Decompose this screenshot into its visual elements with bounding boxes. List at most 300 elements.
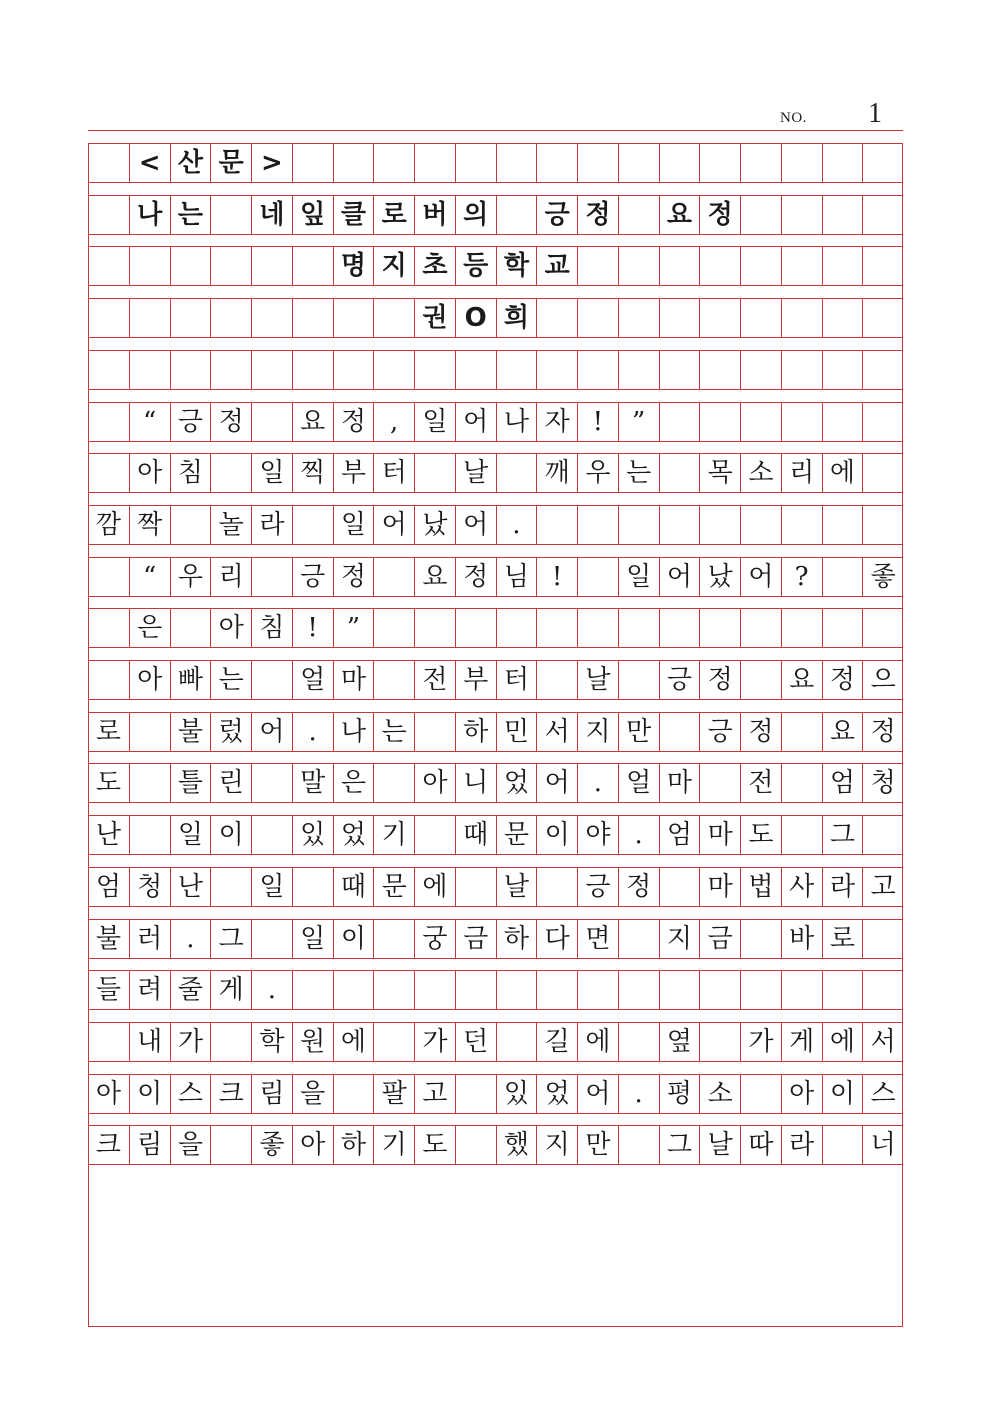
manuscript-row	[88, 970, 903, 1010]
manuscript-cell: 어	[373, 506, 414, 544]
manuscript-cell	[455, 1075, 496, 1113]
manuscript-cell	[822, 351, 863, 389]
manuscript-cell: 청	[862, 764, 903, 802]
manuscript-cell	[210, 299, 251, 337]
manuscript-cell	[740, 196, 781, 234]
manuscript-cell: 었	[496, 764, 537, 802]
manuscript-cell	[170, 506, 211, 544]
manuscript-cell: 어	[251, 713, 292, 751]
manuscript-cell: 원	[292, 1023, 333, 1061]
manuscript-cell: 아	[210, 609, 251, 647]
manuscript-cell	[292, 247, 333, 285]
manuscript-cell	[129, 764, 170, 802]
manuscript-cell: 아	[781, 1075, 822, 1113]
manuscript-cell: 림	[129, 1126, 170, 1164]
manuscript-cell: 터	[496, 661, 537, 699]
manuscript-cell: 정	[822, 661, 863, 699]
manuscript-cell	[618, 1126, 659, 1164]
manuscript-cell	[373, 351, 414, 389]
manuscript-cell	[618, 299, 659, 337]
manuscript-cell	[618, 1023, 659, 1061]
manuscript-cell: 리	[781, 454, 822, 492]
manuscript-cell: 이	[129, 1075, 170, 1113]
manuscript-cell: 는	[170, 196, 211, 234]
manuscript-cell: 민	[496, 713, 537, 751]
manuscript-row	[88, 919, 903, 959]
manuscript-cell: 지	[577, 713, 618, 751]
page-number: 1	[868, 98, 882, 129]
manuscript-row	[88, 453, 903, 493]
manuscript-row	[88, 867, 903, 907]
manuscript-cell	[659, 506, 700, 544]
manuscript-cell	[210, 247, 251, 285]
manuscript-cell: 마	[333, 661, 374, 699]
manuscript-cell: 서	[536, 713, 577, 751]
manuscript-cell: 교	[536, 247, 577, 285]
manuscript-cell: 일	[414, 403, 455, 441]
manuscript-cell	[740, 609, 781, 647]
manuscript-cell: 팔	[373, 1075, 414, 1113]
manuscript-cell	[333, 971, 374, 1009]
manuscript-cell: 줄	[170, 971, 211, 1009]
manuscript-cell	[333, 299, 374, 337]
manuscript-cell	[618, 247, 659, 285]
manuscript-cell	[88, 609, 129, 647]
manuscript-cell	[781, 247, 822, 285]
manuscript-cell: 어	[659, 558, 700, 596]
manuscript-cell: !	[577, 403, 618, 441]
manuscript-cell	[129, 713, 170, 751]
manuscript-cell	[455, 609, 496, 647]
manuscript-cell: 도	[95, 768, 121, 799]
manuscript-cell: 아	[292, 1126, 333, 1164]
manuscript-cell	[333, 144, 374, 182]
manuscript-cell	[455, 868, 496, 906]
manuscript-cell	[414, 351, 455, 389]
manuscript-cell	[822, 971, 863, 1009]
manuscript-cell: 지	[373, 247, 414, 285]
manuscript-cell	[862, 971, 903, 1009]
manuscript-cell	[170, 351, 211, 389]
manuscript-cell: “	[129, 558, 170, 596]
manuscript-cell	[210, 868, 251, 906]
manuscript-cell: ,	[373, 403, 414, 441]
manuscript-cell	[740, 299, 781, 337]
manuscript-cell	[822, 558, 863, 596]
manuscript-cell: 명	[333, 247, 374, 285]
manuscript-cell: .	[618, 1075, 659, 1113]
manuscript-cell: 때	[333, 868, 374, 906]
manuscript-cell	[618, 144, 659, 182]
manuscript-cell: 긍	[170, 403, 211, 441]
manuscript-cell: 이	[333, 920, 374, 958]
manuscript-cell	[292, 351, 333, 389]
manuscript-cell: 고	[862, 868, 903, 906]
manuscript-cell: 때	[455, 816, 496, 854]
manuscript-cell	[536, 351, 577, 389]
manuscript-cell	[781, 144, 822, 182]
manuscript-cell: 등	[455, 247, 496, 285]
manuscript-cell	[373, 609, 414, 647]
manuscript-cell	[618, 196, 659, 234]
manuscript-row	[88, 557, 903, 597]
manuscript-cell: 권	[414, 299, 455, 337]
manuscript-cell: 일	[333, 506, 374, 544]
manuscript-cell	[862, 609, 903, 647]
manuscript-cell: 날	[496, 868, 537, 906]
manuscript-cell: 자	[536, 403, 577, 441]
manuscript-cell	[455, 971, 496, 1009]
manuscript-cell: 요	[292, 403, 333, 441]
manuscript-cell	[618, 971, 659, 1009]
manuscript-cell: 려	[129, 971, 170, 1009]
manuscript-cell	[618, 506, 659, 544]
manuscript-row	[88, 660, 903, 700]
manuscript-cell	[577, 247, 618, 285]
manuscript-cell: 전	[414, 661, 455, 699]
manuscript-cell	[822, 1126, 863, 1164]
manuscript-cell	[210, 1126, 251, 1164]
manuscript-cell: 아	[414, 764, 455, 802]
manuscript-cell	[699, 1023, 740, 1061]
manuscript-cell: 정	[699, 661, 740, 699]
manuscript-cell: 났	[699, 558, 740, 596]
manuscript-cell: 은	[333, 764, 374, 802]
manuscript-cell	[822, 299, 863, 337]
manuscript-cell: 하	[455, 713, 496, 751]
manuscript-cell: 터	[373, 454, 414, 492]
manuscript-cell: 에	[414, 868, 455, 906]
manuscript-cell	[496, 144, 537, 182]
manuscript-cell: 목	[699, 454, 740, 492]
manuscript-cell	[862, 247, 903, 285]
manuscript-cell: .	[170, 920, 211, 958]
manuscript-cell: ”	[618, 403, 659, 441]
manuscript-cell: 있	[292, 816, 333, 854]
manuscript-cell: 이	[536, 816, 577, 854]
manuscript-cell	[292, 868, 333, 906]
manuscript-cell	[699, 144, 740, 182]
manuscript-cell	[129, 816, 170, 854]
manuscript-cell: 학	[496, 247, 537, 285]
manuscript-cell: 문	[496, 816, 537, 854]
manuscript-cell: 요	[414, 558, 455, 596]
manuscript-cell	[414, 713, 455, 751]
manuscript-cell: 전	[740, 764, 781, 802]
manuscript-cell: 기	[373, 816, 414, 854]
manuscript-cell: 요	[659, 196, 700, 234]
manuscript-cell: “	[129, 403, 170, 441]
manuscript-cell: 가	[414, 1023, 455, 1061]
manuscript-cell	[659, 247, 700, 285]
manuscript-cell	[170, 299, 211, 337]
manuscript-cell: 으	[862, 661, 903, 699]
manuscript-row	[88, 712, 903, 752]
manuscript-cell	[251, 351, 292, 389]
manuscript-cell	[577, 144, 618, 182]
manuscript-cell: 렀	[210, 713, 251, 751]
manuscript-cell: 날	[577, 661, 618, 699]
manuscript-cell	[699, 247, 740, 285]
manuscript-cell: 청	[129, 868, 170, 906]
manuscript-cell: 게	[781, 1023, 822, 1061]
manuscript-row	[88, 815, 903, 855]
manuscript-row	[88, 1022, 903, 1062]
manuscript-cell: 의	[455, 196, 496, 234]
manuscript-cell: 평	[659, 1075, 700, 1113]
manuscript-cell: 산	[170, 144, 211, 182]
manuscript-cell: 린	[210, 764, 251, 802]
manuscript-cell	[862, 196, 903, 234]
manuscript-cell: 좋	[862, 558, 903, 596]
manuscript-cell	[414, 454, 455, 492]
manuscript-cell: 라	[251, 506, 292, 544]
manuscript-cell: 지	[659, 920, 700, 958]
manuscript-cell: 스	[862, 1075, 903, 1113]
manuscript-cell	[536, 144, 577, 182]
manuscript-cell: 말	[292, 764, 333, 802]
manuscript-cell: O	[455, 299, 496, 337]
manuscript-cell: 니	[455, 764, 496, 802]
manuscript-cell: .	[577, 764, 618, 802]
manuscript-cell	[618, 661, 659, 699]
manuscript-cell: .	[496, 506, 537, 544]
manuscript-cell: 라	[822, 868, 863, 906]
manuscript-cell	[210, 351, 251, 389]
manuscript-cell: 들	[95, 975, 121, 1006]
manuscript-cell: 정	[740, 713, 781, 751]
manuscript-cell: 는	[618, 454, 659, 492]
manuscript-cell	[292, 506, 333, 544]
manuscript-cell: 로	[822, 920, 863, 958]
manuscript-cell	[781, 351, 822, 389]
manuscript-cell: 날	[455, 454, 496, 492]
manuscript-row	[88, 608, 903, 648]
manuscript-cell	[659, 609, 700, 647]
manuscript-cell: 을	[292, 1075, 333, 1113]
manuscript-cell: 학	[251, 1023, 292, 1061]
manuscript-cell	[862, 454, 903, 492]
manuscript-cell	[577, 558, 618, 596]
manuscript-cell: 난	[95, 820, 121, 851]
manuscript-cell: 클	[333, 196, 374, 234]
manuscript-cell	[862, 144, 903, 182]
manuscript-cell	[455, 1126, 496, 1164]
manuscript-cell: 일	[170, 816, 211, 854]
manuscript-cell: 불	[95, 923, 121, 954]
manuscript-cell	[88, 558, 129, 596]
manuscript-cell: 지	[536, 1126, 577, 1164]
manuscript-cell	[577, 299, 618, 337]
manuscript-cell	[822, 247, 863, 285]
manuscript-cell: 짝	[129, 506, 170, 544]
manuscript-cell: 나	[333, 713, 374, 751]
manuscript-cell	[373, 661, 414, 699]
manuscript-cell: ?	[781, 558, 822, 596]
manuscript-cell	[659, 971, 700, 1009]
manuscript-cell: .	[251, 971, 292, 1009]
manuscript-row	[88, 763, 903, 803]
manuscript-cell	[822, 196, 863, 234]
manuscript-cell: 정	[333, 403, 374, 441]
manuscript-cell: 고	[414, 1075, 455, 1113]
manuscript-cell	[373, 558, 414, 596]
manuscript-cell	[88, 351, 129, 389]
manuscript-cell	[333, 351, 374, 389]
manuscript-cell: 초	[414, 247, 455, 285]
manuscript-cell: 님	[496, 558, 537, 596]
manuscript-cell	[740, 351, 781, 389]
manuscript-row	[88, 298, 903, 338]
manuscript-cell: 침	[251, 609, 292, 647]
manuscript-cell	[170, 247, 211, 285]
manuscript-cell	[740, 403, 781, 441]
manuscript-cell: 정	[699, 196, 740, 234]
manuscript-cell: 에	[577, 1023, 618, 1061]
manuscript-row	[88, 1125, 903, 1165]
manuscript-cell	[740, 971, 781, 1009]
manuscript-cell	[699, 764, 740, 802]
manuscript-cell: 로	[95, 716, 121, 747]
manuscript-cell: 그	[210, 920, 251, 958]
manuscript-cell: 로	[373, 196, 414, 234]
manuscript-cell	[862, 299, 903, 337]
manuscript-cell	[659, 299, 700, 337]
manuscript-cell: 내	[129, 1023, 170, 1061]
manuscript-cell	[862, 920, 903, 958]
manuscript-cell	[659, 713, 700, 751]
manuscript-cell: 바	[781, 920, 822, 958]
manuscript-cell: 나	[496, 403, 537, 441]
manuscript-row	[88, 505, 903, 545]
manuscript-cell: 긍	[292, 558, 333, 596]
manuscript-cell: 서	[862, 1023, 903, 1061]
manuscript-row	[88, 1074, 903, 1114]
manuscript-cell: 정	[210, 403, 251, 441]
manuscript-row	[88, 195, 903, 235]
manuscript-cell	[781, 816, 822, 854]
manuscript-cell: 마	[699, 816, 740, 854]
manuscript-cell: 가	[170, 1023, 211, 1061]
manuscript-cell	[292, 144, 333, 182]
manuscript-cell: 었	[536, 1075, 577, 1113]
manuscript-cell: 일	[618, 558, 659, 596]
manuscript-cell	[210, 196, 251, 234]
manuscript-cell	[781, 506, 822, 544]
manuscript-row	[88, 350, 903, 390]
manuscript-cell	[536, 609, 577, 647]
manuscript-cell	[862, 506, 903, 544]
manuscript-cell: !	[292, 609, 333, 647]
manuscript-cell: 이	[822, 1075, 863, 1113]
manuscript-cell: 다	[536, 920, 577, 958]
manuscript-row	[88, 246, 903, 286]
manuscript-cell	[862, 403, 903, 441]
manuscript-cell	[414, 144, 455, 182]
page-no-label: NO.	[780, 110, 807, 126]
manuscript-cell	[781, 764, 822, 802]
manuscript-cell	[373, 764, 414, 802]
manuscript-cell: 은	[129, 609, 170, 647]
manuscript-cell	[251, 403, 292, 441]
manuscript-cell: 법	[740, 868, 781, 906]
manuscript-cell: 는	[373, 713, 414, 751]
header-rule	[88, 130, 903, 131]
manuscript-cell	[659, 144, 700, 182]
manuscript-cell	[577, 506, 618, 544]
manuscript-cell: 을	[170, 1126, 211, 1164]
manuscript-cell: 크	[95, 1130, 121, 1161]
manuscript-cell	[88, 196, 129, 234]
manuscript-cell	[414, 971, 455, 1009]
manuscript-cell	[577, 609, 618, 647]
manuscript-cell: 림	[251, 1075, 292, 1113]
manuscript-cell	[496, 1023, 537, 1061]
manuscript-cell: 찍	[292, 454, 333, 492]
manuscript-cell: 하	[496, 920, 537, 958]
manuscript-cell	[129, 247, 170, 285]
manuscript-cell	[88, 144, 129, 182]
manuscript-cell	[781, 713, 822, 751]
manuscript-cell: 던	[455, 1023, 496, 1061]
manuscript-cell	[781, 196, 822, 234]
manuscript-cell: 어	[577, 1075, 618, 1113]
manuscript-cell: <	[129, 144, 170, 182]
manuscript-cell	[740, 506, 781, 544]
manuscript-cell: 깜	[95, 509, 121, 540]
manuscript-cell: 어	[740, 558, 781, 596]
manuscript-cell	[740, 1075, 781, 1113]
manuscript-cell: 있	[496, 1075, 537, 1113]
manuscript-cell: 우	[170, 558, 211, 596]
manuscript-cell	[251, 920, 292, 958]
manuscript-cell	[699, 506, 740, 544]
manuscript-cell: 놀	[210, 506, 251, 544]
manuscript-cell: 불	[170, 713, 211, 751]
manuscript-cell	[292, 299, 333, 337]
manuscript-cell	[170, 609, 211, 647]
manuscript-cell: 어	[536, 764, 577, 802]
manuscript-cell: 침	[170, 454, 211, 492]
manuscript-cell: 정	[862, 713, 903, 751]
manuscript-cell	[373, 144, 414, 182]
manuscript-cell: 좋	[251, 1126, 292, 1164]
manuscript-row	[88, 143, 903, 183]
manuscript-cell: 긍	[699, 713, 740, 751]
manuscript-cell: 희	[496, 299, 537, 337]
manuscript-cell: 버	[414, 196, 455, 234]
manuscript-cell: 에	[333, 1023, 374, 1061]
manuscript-cell	[496, 609, 537, 647]
manuscript-cell: 정	[455, 558, 496, 596]
manuscript-cell: 정	[577, 196, 618, 234]
manuscript-cell: 정	[618, 868, 659, 906]
manuscript-cell: 크	[210, 1075, 251, 1113]
manuscript-cell	[536, 506, 577, 544]
manuscript-cell	[699, 609, 740, 647]
manuscript-cell: 너	[862, 1126, 903, 1164]
manuscript-cell	[88, 403, 129, 441]
manuscript-cell: 면	[577, 920, 618, 958]
manuscript-cell: 가	[740, 1023, 781, 1061]
manuscript-cell: 는	[210, 661, 251, 699]
manuscript-cell: 요	[822, 713, 863, 751]
manuscript-cell	[455, 144, 496, 182]
manuscript-cell: 어	[455, 403, 496, 441]
manuscript-cell	[333, 1075, 374, 1113]
manuscript-cell	[210, 454, 251, 492]
manuscript-cell	[862, 816, 903, 854]
